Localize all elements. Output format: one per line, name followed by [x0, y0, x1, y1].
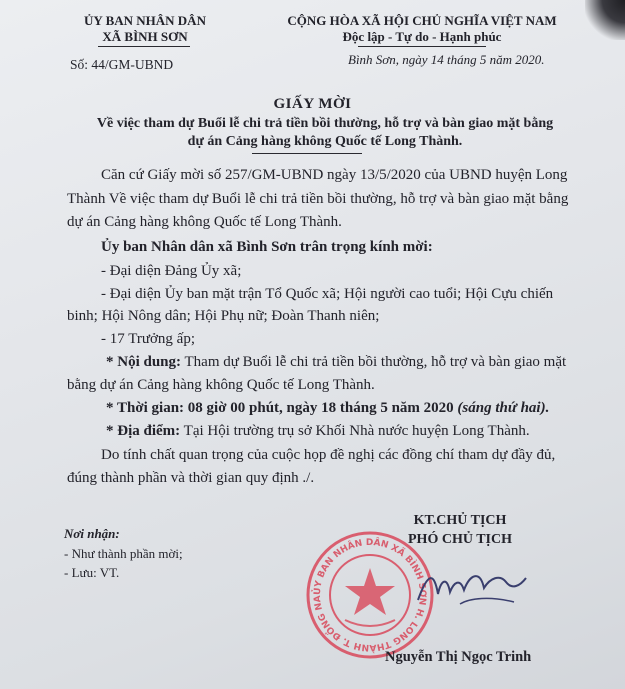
subject-line1: Về việc tham dự Buổi lễ chi trả tiền bồi thường, hỗ trợ và bàn giao mặt bằng	[96, 116, 554, 131]
recipients-label: Nơi nhận:	[64, 526, 120, 541]
org-name-line1: ỦY BAN NHÂN DÂN	[84, 13, 206, 28]
place-label: * Địa điểm:	[106, 423, 181, 439]
subject-line2: dự án Cảng hàng không Quốc tế Long Thành.	[187, 134, 463, 149]
closing-line2: đúng thành phần và thời gian quy định ./.	[67, 470, 315, 486]
handwritten-signature	[410, 560, 530, 610]
subject-underline	[252, 153, 362, 154]
document-number: Số: 44/GM-UBND	[70, 57, 174, 72]
time-text: * Thời gian: 08 giờ 00 phút, ngày 18 tháng 5 năm 2020	[106, 400, 454, 416]
closing-line1: Do tính chất quan trọng của cuộc họp đề nghị các đồng chí tham dự đầy đủ,	[101, 447, 556, 463]
nation-line2: Độc lập - Tự do - Hạnh phúc	[342, 29, 502, 44]
place-date: Bình Sơn, ngày 14 tháng 5 năm 2020.	[348, 52, 545, 67]
org-name-line2: XÃ BÌNH SƠN	[102, 29, 188, 44]
item1: - Đại diện Đảng Ủy xã;	[101, 263, 242, 279]
content-line2: bằng dự án Cảng hàng không Quốc tế Long Thành.	[67, 377, 375, 393]
recipient-2: - Lưu: VT.	[64, 565, 120, 580]
recipient-1: - Như thành phần mời;	[64, 546, 183, 561]
signer-title-1: KT.CHỦ TỊCH	[413, 513, 507, 528]
para1-line3: dự án Cảng hàng không Quốc tế Long Thành.	[67, 214, 342, 230]
time-note: (sáng thứ hai).	[453, 400, 550, 416]
item2-line1: - Đại diện Ủy ban mặt trận Tổ Quốc xã; Hội người cao tuổi; Hội Cựu chiến	[101, 286, 554, 302]
time-line	[106, 400, 549, 417]
content-line1	[106, 354, 566, 371]
item3: - 17 Trưởng ấp;	[101, 331, 195, 347]
signer-name: Nguyễn Thị Ngọc Trinh	[385, 649, 532, 665]
item2-line2: binh; Hội Nông dân; Hội Phụ nữ; Đoàn Thanh niên;	[67, 308, 380, 324]
place-text: Tại Hội trường trụ sở Khối Nhà nước huyện Long Thành.	[180, 423, 530, 439]
para1-line1: Căn cứ Giấy mời số 257/GM-UBND ngày 13/5/2020 của UBND huyện Long	[101, 167, 568, 183]
seal-star-icon	[345, 568, 395, 615]
photo-corner-shadow	[585, 0, 625, 40]
seal-ring-text: ỦY BAN NHÂN DÂN XÃ BÌNH SƠN H. LONG THÀNH T. ĐỒNG NA	[312, 537, 428, 653]
content-text: Tham dự Buổi lễ chi trả tiền bồi thường, hỗ trợ và bàn giao mặt	[181, 354, 567, 370]
content-label: * Nội dung:	[106, 354, 182, 370]
nation-line1: CỘNG HÒA XÃ HỘI CHỦ NGHĨA VIỆT NAM	[287, 13, 557, 28]
place-line	[106, 423, 530, 440]
para1-line2: Thành Về việc tham dự Buổi lễ chi trả tiền bồi thường, hỗ trợ và bàn giao mặt bằng	[67, 191, 569, 207]
org-underline	[98, 46, 190, 47]
nation-underline	[358, 46, 486, 47]
invite-line: Ủy ban Nhân dân xã Bình Sơn trân trọng kính mời:	[101, 239, 433, 255]
signer-title-2: PHÓ CHỦ TỊCH	[408, 532, 512, 547]
document-title: GIẤY MỜI	[273, 96, 352, 112]
